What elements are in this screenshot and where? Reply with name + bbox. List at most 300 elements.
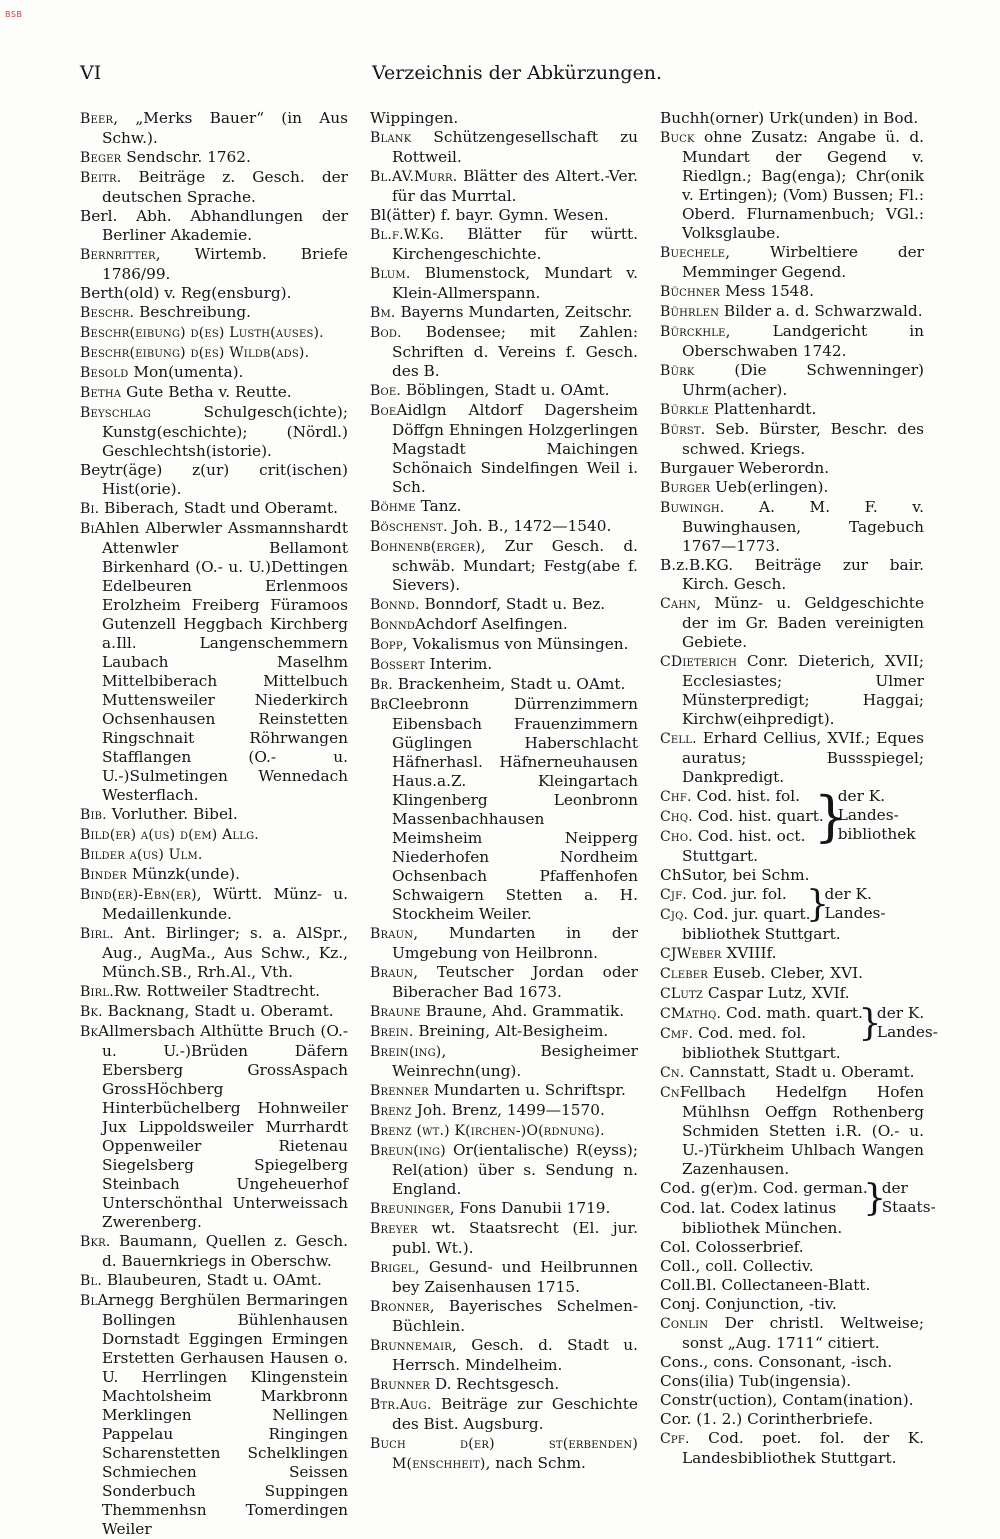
definition: Blumenstock, Mundart v. Klein-Allmerspann. — [392, 264, 638, 302]
bracket-lines — [660, 885, 811, 925]
abbreviation: Buechele — [660, 245, 726, 261]
abbreviation-entry — [370, 675, 638, 695]
definition: ohne Zusatz: Angabe ü. d. Mundart der Gegend v. Riedlgn.; Bag(enga); Chr(onik v. Ertingen); (Vom) Bussen; Fl.: Oberd. Flurnamenbuch; VGl.: Volksglaube. — [682, 128, 924, 242]
abbreviation: Bürk — [660, 363, 695, 379]
abbreviation-entry — [80, 109, 348, 148]
definition: Biberach, Stadt und Oberamt. — [99, 499, 338, 517]
definition: Arnegg Berghülen Bermaringen Bollingen Bühlenhausen Dornstadt Eggingen Ermingen Erstetten Gerhausen Hausen o. U. Herrlingen Klingenstein Machtolsheim Markbronn Merklingen Nellingen Pappelau Ringingen Scharenstetten Schelklingen Schmiechen Seissen Sonderbuch Suppingen Themmenhsn Tomerdingen Weiler — [97, 1291, 348, 1538]
abbreviation-entry — [660, 866, 924, 885]
abbreviation-entry — [80, 805, 348, 825]
column-1 — [80, 109, 348, 1539]
abbreviation: Brenner — [370, 1083, 429, 1099]
definition: Ahlen Alberwler Assmannshardt Attenwler Bellamont Birkenhard (O.- u. U.)Dettingen Edelbeuren Erlenmoos Erolzheim Freiberg Füramoos Gutenzell Heggbach Kirchberg a.Ill. Langenschemmern Laubach Maselhm Mittelbiberach Mittelbuch Muttensweiler Niederkirch Ochsenhausen Reinstetten Ringschnait Röhrwangen Stafflangen (O.- u. U.-)Sulmetingen Wennedach Westerflach. — [94, 519, 348, 804]
abbreviation-entry — [660, 984, 924, 1004]
entry-continuation: bibliothek Stuttgart. — [682, 1044, 841, 1062]
abbreviation-entry — [660, 1314, 924, 1353]
abbreviation-entry — [660, 944, 924, 964]
abbreviation: Blum. — [370, 266, 411, 282]
definition: Bonndorf, Stadt u. Bez. — [419, 595, 606, 613]
abbreviation: Braun — [370, 965, 414, 981]
definition: Conj. Conjunction, -tiv. — [660, 1295, 837, 1313]
definition: Col. Colosserbrief. — [660, 1238, 804, 1256]
abbreviation: Bürkle — [660, 402, 709, 418]
abbreviation: Brenz — [370, 1103, 412, 1119]
abbreviation-entry — [80, 363, 348, 383]
abbreviation: Bürckhle — [660, 324, 726, 340]
abbreviation: Bk — [80, 1024, 99, 1040]
definition: Wippingen. — [370, 109, 459, 127]
abbreviation: Buwingh. — [660, 500, 725, 516]
definition: B.z.B.KG. Beiträge zur bair. Kirch. Gesch. — [660, 556, 924, 593]
definition: Erhard Cellius, XVIf.; Eques auratus; Bussspiegel; Dankpredigt. — [682, 729, 924, 786]
definition: Aidlgn Altdorf Dagersheim Döffgn Ehningen Holzgerlingen Magstadt Maichingen Schönaich Sindelfingen Weil i. Sch. — [392, 401, 639, 496]
abbreviation: Blank — [370, 130, 412, 146]
abbreviation-entry — [370, 381, 638, 401]
abbreviation: Bürst. — [660, 422, 706, 438]
bracket-group — [660, 787, 924, 847]
definition: , Mundarten in der Umgebung von Heilbronn. — [392, 924, 638, 962]
abbreviation-entry — [660, 1295, 924, 1314]
abbreviation: Chf. — [660, 789, 692, 805]
abbreviation-entry — [660, 729, 924, 787]
abbreviation-entry — [80, 865, 348, 885]
abbreviation-entry — [660, 282, 924, 302]
abbreviation: Bopp — [370, 637, 403, 653]
definition: Allmersbach Althütte Bruch (O.- u. U.-)Brüden Däfern Ebersberg GrossAspach GrossHöchberg Hinterbüchelberg Hohnweiler Jux Lippoldsweiler Murrhardt Oppenweiler Rietenau Siegelsberg Spiegelberg Steinbach Ungeheuerhof Unterschönthal Unterweissach Zwerenberg. — [98, 1022, 348, 1231]
bracket-lines — [660, 1179, 868, 1219]
abbreviation-entry — [80, 885, 348, 924]
definition: , Vokalismus von Münsingen. — [402, 635, 629, 653]
bracket-side-text: der K. Landes- — [876, 1004, 938, 1041]
abbreviation-entry — [370, 109, 638, 128]
abbreviation-entry — [660, 322, 924, 361]
abbreviation: Cjq. — [660, 907, 689, 923]
abbreviation-entry — [370, 497, 638, 517]
abbreviation: Bl — [80, 1293, 98, 1309]
definition: Cannstatt, Stadt u. Oberamt. — [684, 1063, 915, 1081]
abbreviation: Beyschlag — [80, 405, 152, 421]
abbreviation: Beschr(eibung) d(es) Wildb(ads). — [80, 345, 310, 361]
definition: Cod. math. quart. — [721, 1004, 863, 1022]
abbreviation-entry — [370, 1101, 638, 1121]
abbreviation-entry — [370, 128, 638, 167]
column-3 — [660, 109, 938, 1468]
abbreviation-entry — [80, 825, 348, 845]
definition: Bilder a. d. Schwarzwald. — [719, 302, 923, 320]
abbreviation: Beschr(eibung) d(es) Lusth(auses). — [80, 325, 324, 341]
abbreviation-entry — [660, 400, 924, 420]
abbreviation-entry — [370, 225, 638, 264]
abbreviation: CLutz — [660, 986, 704, 1002]
definition: Backnang, Stadt u. Oberamt. — [102, 1002, 334, 1020]
bracket-group — [660, 1178, 936, 1219]
abbreviation: Bi — [80, 521, 95, 537]
abbreviation: CDieterich — [660, 654, 738, 670]
abbreviation-entry — [370, 1081, 638, 1101]
definition: Cod. poet. fol. der K. Landesbibliothek Stuttgart. — [682, 1429, 924, 1467]
bracket-line — [660, 1004, 863, 1024]
definition: Or(ientalische) R(eyss); Rel(ation) über s. Sendung n. England. — [392, 1141, 638, 1198]
definition: Cod. med. fol. — [693, 1024, 807, 1042]
abbreviation: Braune — [370, 1004, 421, 1020]
abbreviation-entry — [660, 1391, 924, 1410]
definition: , Wirtemb. Briefe 1786/99. — [102, 245, 348, 283]
abbreviation-entry — [660, 1257, 924, 1276]
definition: wt. Staatsrecht (El. jur. publ. Wt.). — [392, 1219, 638, 1257]
definition: Cod. lat. Codex latinus — [660, 1199, 837, 1217]
definition: Cod. hist. quart. — [692, 807, 824, 825]
abbreviation-entry — [80, 323, 348, 343]
definition: Ueb(erlingen). — [710, 478, 829, 496]
definition: , Wirbeltiere der Memminger Gegend. — [682, 243, 924, 281]
entry-continuation: bibliothek Stuttgart. — [682, 925, 841, 943]
abbreviation-entry — [660, 964, 924, 984]
definition: Beiträge z. Gesch. der deutschen Sprache. — [102, 168, 348, 206]
abbreviation-entry — [80, 383, 348, 403]
abbreviation-entry — [660, 1063, 924, 1083]
abbreviation-entry — [80, 924, 348, 982]
abbreviation: Büchner — [660, 284, 721, 300]
definition: Ant. Birlinger; s. a. AlSpr., Aug., AugMa., Aus Schw., Kz., Münch.SB., Rrh.Al., Vth. — [102, 924, 348, 981]
definition: Burgauer Weberordn. — [660, 459, 830, 477]
definition: Blaubeuren, Stadt u. OAmt. — [101, 1271, 322, 1289]
definition: Vorluther. Bibel. — [106, 805, 238, 823]
definition: Mundarten u. Schriftspr. — [428, 1081, 626, 1099]
definition: Coll., coll. Collectiv. — [660, 1257, 814, 1275]
abbreviation-entry — [370, 1434, 638, 1474]
bracket-group — [660, 1003, 938, 1044]
definition: Braune, Ahd. Grammatik. — [420, 1002, 625, 1020]
definition: Brackenheim, Stadt u. OAmt. — [392, 675, 626, 693]
abbreviation: Beitr. — [80, 170, 122, 186]
abbreviation: Cmf. — [660, 1026, 694, 1042]
running-header: Verzeichnis der Abkürzungen. — [372, 62, 663, 84]
abbreviation: Brunnemair — [370, 1338, 452, 1354]
bracket-line — [660, 827, 824, 847]
bracket-line — [660, 1199, 868, 1219]
abbreviation-entry — [370, 1141, 638, 1199]
definition: Cons(ilia) Tub(ingensia). — [660, 1372, 852, 1390]
definition: Cod. jur. quart. — [688, 905, 811, 923]
definition: Berl. Abh. Abhandlungen der Berliner Akademie. — [80, 207, 348, 244]
abbreviation: Birl. — [80, 926, 114, 942]
definition: Tanz. — [415, 497, 462, 515]
abbreviation: Böhme — [370, 499, 416, 515]
abbreviation: Br. — [370, 677, 393, 693]
abbreviation: Bl.AV.Murr. — [370, 169, 458, 185]
abbreviation: Birl. — [80, 984, 114, 1000]
abbreviation: Bi. — [80, 501, 100, 517]
abbreviation: Brigel — [370, 1260, 415, 1276]
definition: Mon(umenta). — [128, 363, 244, 381]
abbreviation: Betha — [80, 385, 122, 401]
definition: Cod. hist. fol. — [691, 787, 801, 805]
abbreviation: Bührlen — [660, 304, 720, 320]
definition: , Gesund- und Heilbrunnen bey Zaisenhausen 1715. — [392, 1258, 638, 1296]
bracket-side-text: der K. Landes-bibliothek — [837, 787, 916, 843]
column-2 — [370, 109, 638, 1474]
definition: Joh. Brenz, 1499—1570. — [411, 1101, 605, 1119]
abbreviation-entry — [80, 845, 348, 865]
abbreviation: Bib. — [80, 807, 107, 823]
abbreviation-entry — [80, 461, 348, 499]
definition: Baumann, Quellen z. Gesch. d. Bauernkriegs in Oberschw. — [102, 1232, 348, 1270]
abbreviation: Bossert — [370, 657, 425, 673]
definition: Caspar Lutz, XVIf. — [703, 984, 850, 1002]
definition: Beschreibung. — [134, 303, 252, 321]
brace-icon: } — [813, 785, 848, 848]
definition: , Bayerisches Schelmen-Büchlein. — [392, 1297, 638, 1335]
abbreviation: Bkr. — [80, 1234, 111, 1250]
definition: Conr. Dieterich, XVII; Ecclesiastes; Ulmer Münsterpredigt; Haggai; Kirchw(eihpredigt). — [682, 652, 924, 728]
abbreviation-entry — [370, 635, 638, 655]
abbreviation-entry — [660, 1410, 924, 1429]
abbreviation: Bind(er)-Ebn(er) — [80, 887, 197, 903]
brace-icon: } — [806, 884, 829, 925]
abbreviation: Cahn — [660, 596, 697, 612]
definition: Böblingen, Stadt u. OAmt. — [401, 381, 610, 399]
abbreviation-entry — [370, 1258, 638, 1297]
abbreviation: Btr.Aug. — [370, 1397, 432, 1413]
bracket-lines — [660, 787, 824, 847]
definition: D. Rechtsgesch. — [429, 1375, 560, 1393]
abbreviation: Brein. — [370, 1024, 414, 1040]
definition: Cod. g(er)m. Cod. german. — [660, 1179, 868, 1197]
definition: Der christl. Weltweise; sonst „Aug. 1711“ citiert. — [682, 1314, 924, 1352]
abbreviation: Bild(er) a(us) d(em) Allg. — [80, 827, 259, 843]
entry-continuation: Stuttgart. — [682, 847, 759, 865]
abbreviation-entry — [370, 1336, 638, 1375]
definition: Schulgesch(ichte); Kunstg(eschichte); (Nördl.) Geschlechtsh(istorie). — [102, 403, 348, 460]
definition: Achdorf Aselfingen. — [415, 615, 568, 633]
bracket-line — [660, 1179, 868, 1199]
abbreviation: Breuninger — [370, 1201, 450, 1217]
abbreviation: Chq. — [660, 809, 693, 825]
abbreviation-entry — [80, 1232, 348, 1271]
definition: Beiträge zur Geschichte des Bist. Augsburg. — [392, 1395, 638, 1433]
brace-icon: } — [858, 1003, 882, 1044]
bracket-line — [660, 885, 811, 905]
definition: Cor. (1. 2.) Corintherbriefe. — [660, 1410, 874, 1428]
abbreviation-entry — [660, 361, 924, 400]
abbreviation-entry — [660, 243, 924, 282]
abbreviation-entry — [370, 595, 638, 615]
abbreviation: Buch d(er) st(erbenden) M(enschheit) — [370, 1436, 638, 1472]
abbreviation-entry — [80, 1271, 348, 1291]
definition: Bl(ätter) f. bayr. Gymn. Wesen. — [370, 206, 609, 224]
abbreviation-entry — [660, 109, 924, 128]
abbreviation: Breun(ing) — [370, 1143, 446, 1159]
abbreviation-entry — [660, 1083, 924, 1179]
abbreviation: Brenz (wt.) K(irchen-)O(rdnung). — [370, 1123, 605, 1139]
abbreviation: Conlin — [660, 1316, 709, 1332]
definition: Bodensee; mit Zahlen: Schriften d. Vereins f. Gesch. des B. — [392, 323, 638, 380]
abbreviation-entry — [370, 1121, 638, 1141]
definition: Coll.Bl. Collectaneen-Blatt. — [660, 1276, 871, 1294]
abbreviation-entry — [660, 302, 924, 322]
abbreviation-entry — [370, 924, 638, 963]
bracket-line — [660, 807, 824, 827]
abbreviation: Buck — [660, 130, 695, 146]
bracket-group — [660, 885, 924, 925]
abbreviation-entry — [660, 1372, 924, 1391]
library-stamp: BSB — [5, 10, 23, 19]
bracket-line — [660, 787, 824, 807]
definition: Berth(old) v. Reg(ensburg). — [80, 284, 292, 302]
abbreviation-entry — [660, 128, 924, 243]
abbreviation-entry — [370, 1199, 638, 1219]
definition: Joh. B., 1472—1540. — [447, 517, 612, 535]
abbreviation-entry — [370, 323, 638, 381]
abbreviation: Beschr. — [80, 305, 135, 321]
definition: Fellbach Hedelfgn Hofen Mühlhsn Oeffgn Rothenberg Schmiden Stetten i.R. (O.- u. U.-)Türkheim Uhlbach Wangen Zazenhausen. — [679, 1083, 924, 1178]
definition: , Gesch. d. Stadt u. Herrsch. Mindelheim. — [392, 1336, 638, 1374]
abbreviation: Cho. — [660, 829, 693, 845]
definition: Euseb. Cleber, XVI. — [708, 964, 864, 982]
abbreviation-entry — [80, 207, 348, 245]
abbreviation: Binder — [80, 867, 128, 883]
abbreviation-entry — [80, 343, 348, 363]
definition: Seb. Bürster, Beschr. des schwed. Kriegs. — [682, 420, 924, 458]
definition: XVIIIf. — [721, 944, 777, 962]
definition: Cons., cons. Consonant, -isch. — [660, 1353, 893, 1371]
abbreviation: Bernritter — [80, 247, 156, 263]
abbreviation-entry — [80, 982, 348, 1002]
abbreviation: Burger — [660, 480, 711, 496]
abbreviation: Beer — [80, 111, 114, 127]
abbreviation-entry — [660, 420, 924, 459]
entry-continuation: bibliothek München. — [682, 1219, 843, 1237]
definition: Rw. Rottweiler Stadtrecht. — [113, 982, 321, 1000]
definition: Cod. jur. fol. — [686, 885, 787, 903]
abbreviation: Bk. — [80, 1004, 103, 1020]
abbreviation-entry — [370, 1042, 638, 1081]
abbreviation: Beger — [80, 150, 122, 166]
abbreviation: Bonnd — [370, 617, 416, 633]
abbreviation-entry — [370, 615, 638, 635]
definition: Plattenhardt. — [708, 400, 817, 418]
abbreviation-entry — [370, 1219, 638, 1258]
abbreviation-entry — [370, 206, 638, 225]
definition: Interim. — [424, 655, 493, 673]
definition: (Die Schwenninger) Uhrm(acher). — [682, 361, 924, 399]
definition: Cleebronn Dürrenzimmern Eibensbach Frauenzimmern Güglingen Haberschlacht Häfnerhasl. Häfnerneuhausen Haus.a.Z. Kleingartach Klingenberg Leonbronn Massenbachhausen Meimsheim Neipperg Niederhofen Nordheim Ochsenbach Pfaffenhofen Schwaigern Stetten a. H. Stockheim Weiler. — [388, 695, 638, 923]
abbreviation-entry — [80, 148, 348, 168]
abbreviation-entry — [370, 695, 638, 924]
abbreviation-entry — [80, 519, 348, 805]
abbreviation: Boe — [370, 403, 397, 419]
definition: , Fons Danubii 1719. — [449, 1199, 611, 1217]
abbreviation: Braun — [370, 926, 414, 942]
abbreviation-entry — [80, 168, 348, 207]
definition: , Teutscher Jordan oder Biberacher Bad 1673. — [392, 963, 638, 1001]
abbreviation: Cell. — [660, 731, 697, 747]
definition: Sendschr. 1762. — [121, 148, 251, 166]
definition: Blätter für württ. Kirchengeschichte. — [392, 225, 638, 263]
bracket-side-text: der Staats- — [881, 1179, 936, 1216]
definition: A. M. F. v. Buwinghausen, Tagebuch 1767—1773. — [682, 498, 924, 555]
abbreviation-entry — [660, 556, 924, 594]
definition: , „Merks Bauer“ (in Aus Schw.). — [102, 109, 348, 147]
abbreviation: Cpf. — [660, 1431, 690, 1447]
abbreviation-entry — [370, 264, 638, 303]
bracket-side-text: der K. Landes- — [824, 885, 886, 922]
abbreviation: Bonnd. — [370, 597, 420, 613]
abbreviation: Bl.f.W.Kg. — [370, 227, 445, 243]
definition: , nach Schm. — [485, 1454, 586, 1472]
abbreviation-entry — [660, 459, 924, 478]
abbreviation-entry — [660, 1238, 924, 1257]
abbreviation: CJWeber — [660, 946, 722, 962]
abbreviation-entry — [80, 1022, 348, 1232]
abbreviation-entry — [80, 499, 348, 519]
abbreviation: Böschenst. — [370, 519, 448, 535]
abbreviation-entry — [370, 1297, 638, 1336]
definition: Mess 1548. — [720, 282, 815, 300]
abbreviation: Cjf. — [660, 887, 687, 903]
abbreviation: Bod. — [370, 325, 402, 341]
abbreviation: Besold — [80, 365, 129, 381]
definition: Breining, Alt-Besigheim. — [413, 1022, 609, 1040]
bracket-line — [660, 905, 811, 925]
definition: Bayerns Mundarten, Zeitschr. — [395, 303, 633, 321]
definition: , Besigheimer Weinrechn(ung). — [392, 1042, 638, 1080]
abbreviation-entry — [80, 245, 348, 284]
abbreviation: Bm. — [370, 305, 396, 321]
abbreviation: Brunner — [370, 1377, 430, 1393]
brace-icon: } — [863, 1178, 887, 1219]
abbreviation-entry — [80, 284, 348, 303]
definition: Blätter des Altert.-Ver. für das Murrtal. — [392, 167, 638, 205]
definition: Cod. hist. oct. — [692, 827, 806, 845]
abbreviation-entry — [80, 303, 348, 323]
definition: , Zur Gesch. d. schwäb. Mundart; Festg(abe f. Sievers). — [392, 537, 638, 594]
abbreviation-entry — [660, 1429, 924, 1468]
abbreviation-entry — [370, 1022, 638, 1042]
abbreviation-entry — [80, 1291, 348, 1539]
definition: , Landgericht in Oberschwaben 1742. — [682, 322, 924, 360]
page-number: VI — [80, 62, 102, 84]
abbreviation-entry — [660, 1353, 924, 1372]
definition: Münzk(unde). — [127, 865, 240, 883]
abbreviation-entry — [370, 167, 638, 206]
abbreviation-entry — [370, 655, 638, 675]
abbreviation: Br — [370, 697, 389, 713]
definition: ChSutor, bei Schm. — [660, 866, 810, 884]
abbreviation-entry — [660, 498, 924, 556]
definition: , Württ. Münz- u. Medaillenkunde. — [102, 885, 348, 923]
definition: Constr(uction), Contam(ination). — [660, 1391, 914, 1409]
abbreviation-entry — [370, 517, 638, 537]
bracket-lines — [660, 1004, 863, 1044]
abbreviation: Boe. — [370, 383, 402, 399]
abbreviation: Brein(ing) — [370, 1044, 442, 1060]
definition: Beytr(äge) z(ur) crit(ischen) Hist(orie). — [80, 461, 348, 498]
definition: Schützengesellschaft zu Rottweil. — [392, 128, 638, 166]
bracket-line — [660, 1024, 863, 1044]
abbreviation: Cn — [660, 1085, 680, 1101]
abbreviation: Bl. — [80, 1273, 102, 1289]
definition: , Münz- u. Geldgeschichte der im Gr. Baden vereinigten Gebiete. — [682, 594, 924, 651]
abbreviation-entry — [370, 537, 638, 595]
abbreviation: Bilder a(us) Ulm. — [80, 847, 203, 863]
abbreviation-entry — [370, 1395, 638, 1434]
abbreviation-entry — [660, 652, 924, 729]
abbreviation: Cn. — [660, 1065, 685, 1081]
abbreviation: Bohnenb(erger) — [370, 539, 481, 555]
abbreviation: CMathq. — [660, 1006, 722, 1022]
abbreviation-entry — [80, 403, 348, 461]
